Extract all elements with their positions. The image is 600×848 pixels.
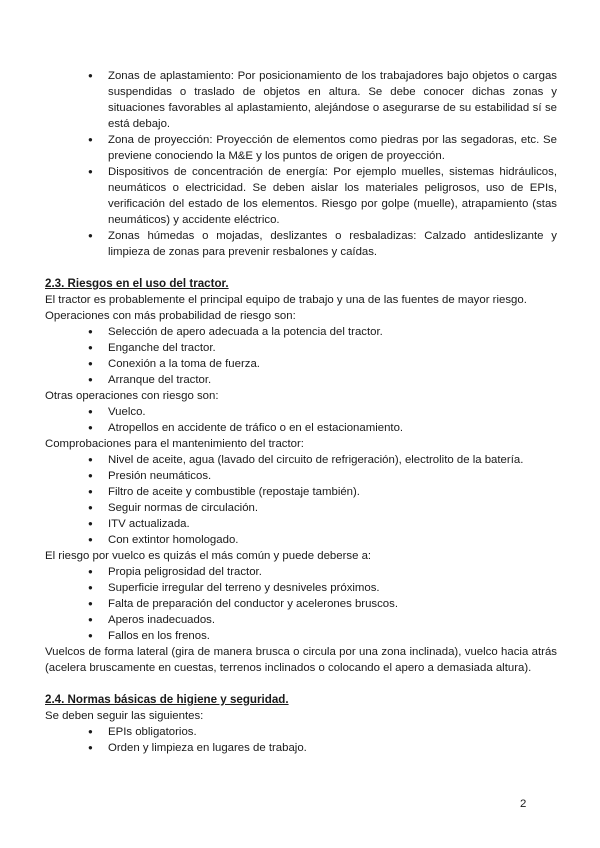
document-page — [45, 68, 557, 756]
list-item: ● Orden y limpieza en lugares de trabajo. — [108, 740, 557, 756]
list-item: ● Filtro de aceite y combustible (repostaje también). — [108, 484, 557, 500]
paragraph: Comprobaciones para el mantenimiento del tractor: — [45, 438, 304, 450]
list-item: ● Superficie irregular del terreno y desniveles próximos. — [108, 580, 557, 596]
paragraph: Otras operaciones con riesgo son: — [45, 390, 219, 402]
paragraph: El riesgo por vuelco es quizás el más común y puede deberse a: — [45, 550, 372, 562]
list-item: ● Atropellos en accidente de tráfico o en el estacionamiento. — [108, 420, 557, 436]
maintenance-checks-list — [45, 452, 557, 548]
list-item: ● Fallos en los frenos. — [108, 628, 557, 644]
section-heading-2-4: 2.4. Normas básicas de higiene y seguridad. — [45, 693, 289, 706]
hazard-zones-list — [45, 68, 557, 260]
list-item: ● Con extintor homologado. — [108, 532, 557, 548]
list-item: ● Nivel de aceite, agua (lavado del circuito de refrigeración), electrolito de la batería. — [108, 452, 557, 468]
list-item: ● Zonas de aplastamiento: Por posicionamiento de los trabajadores bajo objetos o cargas suspendidas o traslado de objetos en altura. Se debe conocer dichas zonas y situaciones favorables al aplastamiento, alejándose o asegurarse de su estabilidad sí se está debajo. — [108, 68, 557, 132]
paragraph: Se deben seguir las siguientes: — [45, 710, 204, 722]
list-item: ● Seguir normas de circulación. — [108, 500, 557, 516]
list-item: ● Presión neumáticos. — [108, 468, 557, 484]
rollover-causes-list — [45, 564, 557, 644]
list-item: ● EPIs obligatorios. — [108, 724, 557, 740]
list-item: ● Falta de preparación del conductor y acelerones bruscos. — [108, 596, 557, 612]
list-item: ● Vuelco. — [108, 404, 557, 420]
list-item: ● Aperos inadecuados. — [108, 612, 557, 628]
list-item: ● Dispositivos de concentración de energía: Por ejemplo muelles, sistemas hidráulicos, neumáticos o electricidad. Se deben aislar los materiales peligrosos, uso de EPIs, verificación del estado de los elementos. Riesgo por golpe (muelle), atrapamiento (stas neumáticos) y accidente eléctrico. — [108, 164, 557, 228]
list-item: ● Arranque del tractor. — [108, 372, 557, 388]
list-item: ● Selección de apero adecuada a la potencia del tractor. — [108, 324, 557, 340]
page-number: 2 — [520, 798, 527, 810]
paragraph: Vuelcos de forma lateral (gira de manera brusca o circula por una zona inclinada), vuelco hacia atrás (acelera bruscamente en cuestas, terrenos inclinados o colocando el apero a demasiada altura). — [45, 646, 557, 674]
section-heading-2-3: 2.3. Riesgos en el uso del tractor. — [45, 277, 229, 290]
list-item: ● Enganche del tractor. — [108, 340, 557, 356]
hygiene-rules-list — [45, 724, 557, 756]
other-risk-operations-list — [45, 404, 557, 436]
list-item: ● Conexión a la toma de fuerza. — [108, 356, 557, 372]
list-item: ● Zonas húmedas o mojadas, deslizantes o resbaladizas: Calzado antideslizante y limpieza de zonas para prevenir resbalones y caídas. — [108, 228, 557, 260]
list-item: ● Propia peligrosidad del tractor. — [108, 564, 557, 580]
paragraph: El tractor es probablemente el principal equipo de trabajo y una de las fuentes de mayor riesgo. — [45, 294, 527, 306]
list-item: ● ITV actualizada. — [108, 516, 557, 532]
list-item: ● Zona de proyección: Proyección de elementos como piedras por las segadoras, etc. Se previene conociendo la M&E y los puntos de origen de proyección. — [108, 132, 557, 164]
paragraph: Operaciones con más probabilidad de riesgo son: — [45, 310, 296, 322]
risk-operations-list — [45, 324, 557, 388]
